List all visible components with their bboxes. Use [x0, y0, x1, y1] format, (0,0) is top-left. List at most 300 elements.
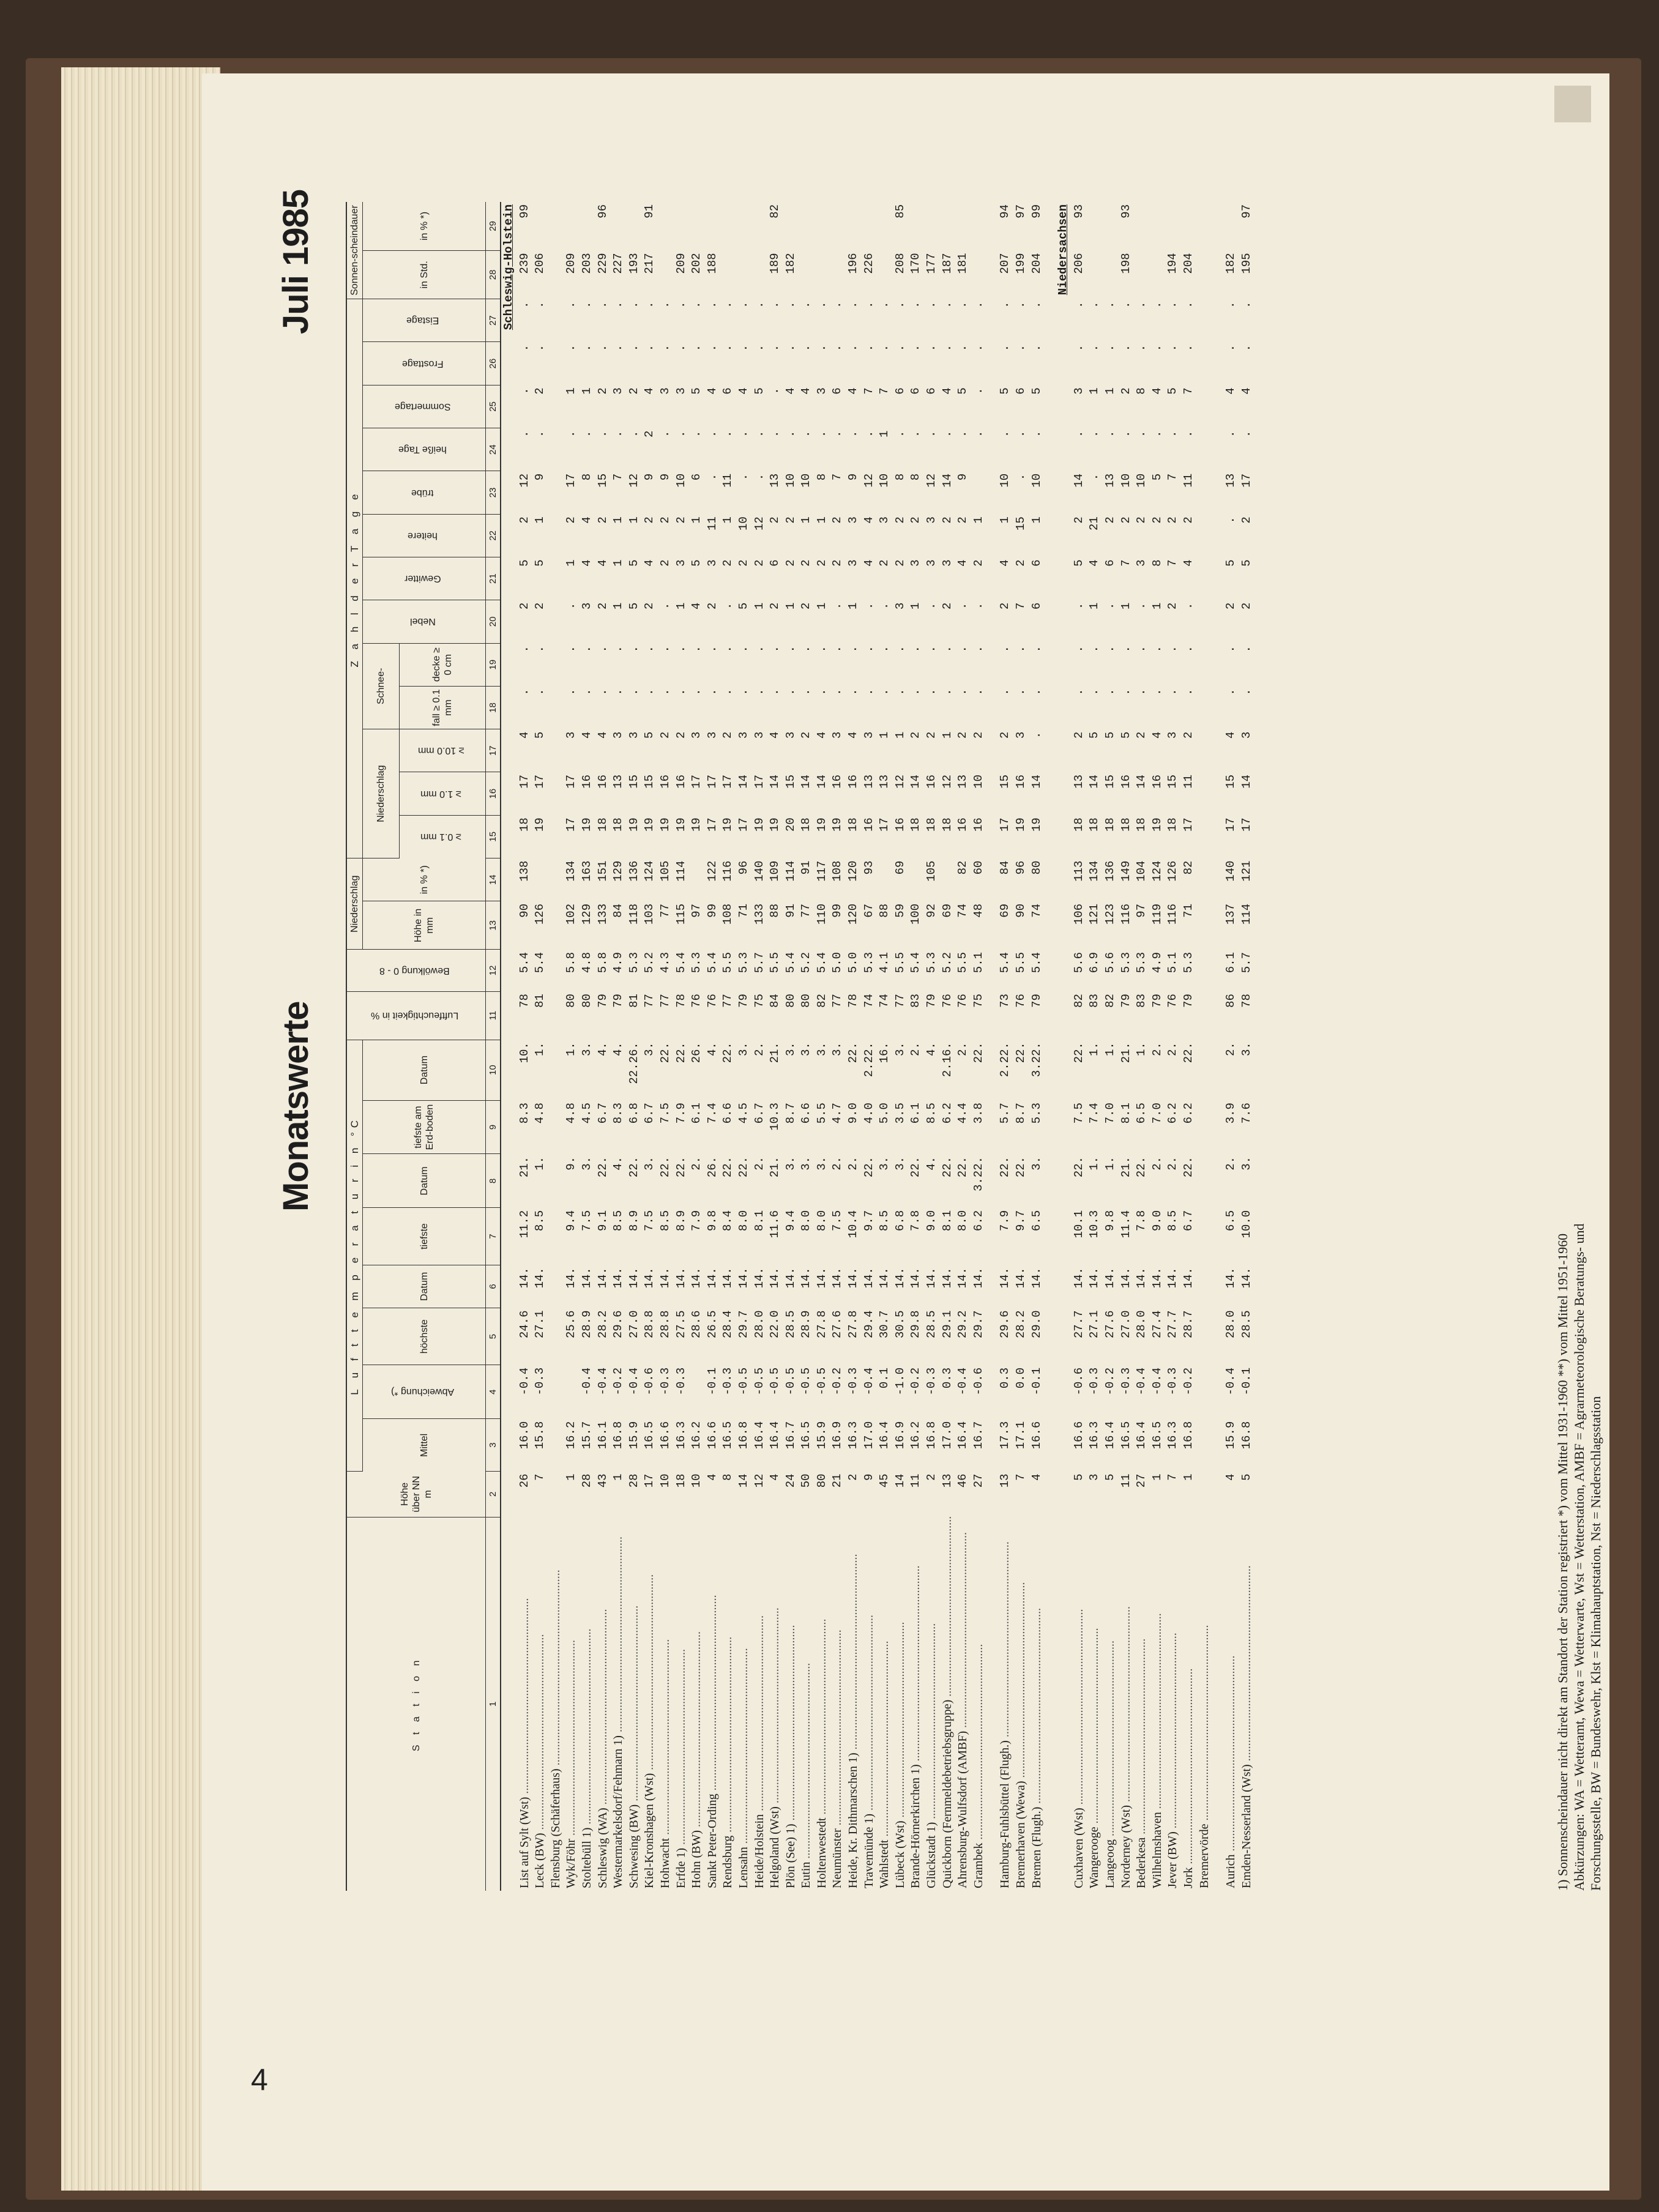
- table-cell: .: [1239, 344, 1253, 352]
- table-cell: [846, 202, 862, 250]
- table-cell: 182: [1224, 253, 1238, 274]
- table-cell: [955, 202, 971, 250]
- table-cell: 16.1: [595, 1421, 610, 1450]
- table-cell: .: [1239, 688, 1253, 696]
- station-name: Lensahn .....: [736, 1517, 752, 1891]
- table-cell: 122: [705, 860, 719, 882]
- table-cell: .: [643, 688, 657, 696]
- table-cell: [548, 202, 564, 250]
- table-cell: 6: [1103, 559, 1117, 567]
- table-cell: 2: [1072, 516, 1086, 524]
- table-row: [799, 202, 815, 1891]
- table-cell: 1.: [533, 1042, 547, 1056]
- table-cell: 16.8: [1181, 1421, 1195, 1450]
- table-cell: .: [658, 602, 672, 610]
- table-cell: .: [971, 344, 985, 352]
- table-cell: .: [752, 646, 766, 653]
- state-heading-row: [501, 202, 517, 1891]
- table-cell: 9.8: [705, 1210, 719, 1232]
- header-heitere: heitere: [363, 514, 486, 557]
- table-cell: 3.22.: [971, 1156, 985, 1191]
- table-cell: 16.4: [1103, 1421, 1117, 1450]
- table-cell: 4: [1224, 731, 1238, 739]
- table-cell: 6.7: [643, 1103, 657, 1124]
- column-number: 12: [486, 950, 501, 991]
- table-cell: 6: [768, 559, 782, 567]
- table-cell: 7.5: [830, 1210, 844, 1232]
- table-cell: 6: [1014, 387, 1027, 395]
- table-cell: 1: [580, 387, 594, 395]
- table-cell: 10.: [517, 1042, 531, 1063]
- table-cell: 4: [815, 731, 829, 739]
- table-cell: [815, 250, 830, 299]
- table-cell: 5.3: [1119, 951, 1133, 974]
- table-cell: 16.: [878, 1042, 892, 1063]
- table-cell: .: [783, 688, 797, 696]
- table-cell: 1: [611, 1473, 625, 1481]
- table-cell: 8.9: [627, 1210, 641, 1232]
- table-row: [595, 202, 611, 1891]
- table-cell: 7: [611, 473, 625, 481]
- table-cell: 14.: [611, 1267, 625, 1289]
- column-number-row: [486, 202, 501, 1891]
- column-number: 19: [486, 643, 501, 686]
- table-cell: 0.0: [1014, 1367, 1027, 1389]
- table-cell: .: [1135, 602, 1149, 610]
- table-cell: .: [658, 301, 672, 308]
- document-title: Monatswerte: [276, 1001, 316, 1212]
- table-cell: 5: [1166, 387, 1180, 395]
- table-cell: 118: [627, 903, 641, 925]
- table-cell: .: [736, 344, 750, 352]
- column-number: 14: [486, 858, 501, 901]
- table-cell: .: [533, 688, 547, 696]
- table-cell: 11: [721, 473, 735, 488]
- table-cell: 28.6: [690, 1310, 704, 1339]
- table-cell: 99: [1029, 204, 1043, 218]
- table-cell: .: [799, 301, 813, 308]
- table-row: [815, 202, 830, 1891]
- table-cell: 16.5: [1150, 1421, 1164, 1450]
- table-cell: 13: [1224, 473, 1238, 488]
- table-cell: 4: [1150, 731, 1164, 739]
- table-cell: 2: [783, 516, 797, 524]
- table-cell: 3: [1087, 1473, 1102, 1481]
- table-cell: 19: [658, 817, 672, 832]
- table-cell: 2: [595, 387, 610, 395]
- table-cell: 6: [721, 387, 735, 395]
- table-cell: 207: [998, 253, 1012, 274]
- table-cell: 2: [643, 430, 657, 438]
- table-cell: .: [998, 646, 1012, 653]
- table-cell: .: [690, 344, 704, 352]
- table-row: [830, 202, 846, 1891]
- table-cell: .: [815, 646, 829, 653]
- table-cell: 8.7: [783, 1103, 797, 1124]
- table-cell: .: [752, 688, 766, 696]
- table-cell: .: [674, 646, 688, 653]
- table-cell: 2: [1119, 516, 1133, 524]
- table-cell: 9: [533, 473, 547, 481]
- header-abweichung: Abweichung *): [363, 1365, 486, 1419]
- table-cell: 8: [909, 473, 923, 481]
- table-cell: 15.8: [533, 1421, 547, 1450]
- table-cell: 5: [1103, 1473, 1117, 1481]
- column-number: 23: [486, 471, 501, 514]
- table-cell: 5.1: [1166, 951, 1180, 974]
- table-cell: [705, 202, 721, 250]
- table-cell: 2: [658, 559, 672, 567]
- table-cell: 2: [627, 387, 641, 395]
- table-cell: 3: [752, 731, 766, 739]
- table-cell: 5.5: [956, 951, 970, 974]
- table-cell: 74: [878, 994, 892, 1008]
- table-cell: 19: [768, 817, 782, 832]
- table-cell: 16.4: [878, 1421, 892, 1450]
- table-cell: .: [815, 344, 829, 352]
- table-cell: 79: [925, 994, 939, 1008]
- table-cell: 90: [517, 903, 531, 918]
- table-cell: .: [627, 301, 641, 308]
- table-cell: 2: [909, 731, 923, 739]
- table-row: [1134, 202, 1150, 1891]
- table-cell: 27.7: [1072, 1310, 1086, 1339]
- table-cell: .: [1119, 688, 1133, 696]
- table-cell: 15: [783, 774, 797, 789]
- table-cell: .: [736, 646, 750, 653]
- table-cell: [1197, 686, 1213, 729]
- table-cell: .: [580, 344, 594, 352]
- table-cell: 99: [705, 903, 719, 918]
- table-cell: 4.3: [658, 951, 672, 974]
- table-cell: .: [925, 602, 939, 610]
- table-cell: 2: [1239, 602, 1253, 610]
- table-cell: 15: [1103, 774, 1117, 789]
- table-cell: 18: [940, 817, 954, 832]
- table-cell: 8.3: [517, 1103, 531, 1124]
- table-cell: .: [611, 430, 625, 438]
- table-cell: .: [564, 301, 578, 308]
- table-cell: 114: [1239, 903, 1253, 925]
- table-cell: 5.5: [1014, 951, 1027, 974]
- table-cell: 2: [799, 602, 813, 610]
- table-cell: -0.3: [1166, 1367, 1180, 1396]
- table-cell: [1197, 1208, 1213, 1265]
- table-cell: 22.: [674, 1042, 688, 1063]
- table-cell: 0.3: [998, 1367, 1012, 1389]
- table-cell: .: [830, 646, 844, 653]
- table-cell: .: [1087, 646, 1102, 653]
- table-cell: 12: [862, 473, 876, 488]
- table-cell: 3: [783, 731, 797, 739]
- table-cell: 9.4: [783, 1210, 797, 1232]
- table-cell: 6: [893, 387, 907, 395]
- table-cell: .: [878, 344, 892, 352]
- table-cell: 5.2: [940, 951, 954, 974]
- table-cell: 22.: [909, 1156, 923, 1178]
- table-cell: 2: [799, 559, 813, 567]
- table-row: [674, 202, 690, 1891]
- table-cell: 16: [862, 817, 876, 832]
- table-cell: 124: [1150, 860, 1164, 882]
- table-cell: [548, 342, 564, 385]
- table-cell: .: [925, 430, 939, 438]
- table-cell: 27.6: [1103, 1310, 1117, 1339]
- table-cell: 2: [799, 731, 813, 739]
- station-name: Rendsburg .....: [720, 1517, 736, 1891]
- table-cell: 10.0: [1239, 1210, 1253, 1238]
- table-cell: 21.: [1119, 1042, 1133, 1063]
- header-ns-tage: Niederschlag: [363, 729, 400, 858]
- table-cell: 5.3: [1135, 951, 1149, 974]
- table-cell: 1: [1103, 387, 1117, 395]
- table-cell: 17.0: [862, 1421, 876, 1450]
- table-cell: 91: [783, 903, 797, 918]
- table-cell: 22.: [1181, 1156, 1195, 1178]
- station-name: Westermarkelsdorf/Fehmarn 1) .....: [611, 1517, 627, 1891]
- table-cell: .: [830, 344, 844, 352]
- table-cell: 16.7: [971, 1421, 985, 1450]
- table-cell: 14.: [674, 1267, 688, 1289]
- table-cell: 18: [1072, 817, 1086, 832]
- table-cell: 17: [1239, 817, 1253, 832]
- table-cell: 1: [893, 731, 907, 739]
- table-cell: 8: [580, 473, 594, 481]
- table-cell: 3: [674, 559, 688, 567]
- table-cell: 15.9: [1224, 1421, 1238, 1450]
- table-cell: 8.1: [940, 1210, 954, 1232]
- table-cell: .: [783, 301, 797, 308]
- table-cell: -0.5: [736, 1367, 750, 1396]
- table-cell: 77: [643, 994, 657, 1008]
- table-cell: 14.: [564, 1267, 578, 1289]
- table-cell: 3: [1166, 731, 1180, 739]
- table-cell: 80: [1029, 860, 1043, 875]
- table-cell: 7: [533, 1473, 547, 1481]
- table-cell: 28.9: [580, 1310, 594, 1339]
- table-cell: 1: [611, 559, 625, 567]
- table-cell: 5: [956, 387, 970, 395]
- table-cell: 14.: [1119, 1267, 1133, 1289]
- table-cell: 16.3: [846, 1421, 860, 1450]
- table-cell: 4: [846, 731, 860, 739]
- table-cell: .: [878, 688, 892, 696]
- table-cell: .: [705, 430, 719, 438]
- table-cell: 6.5: [1135, 1103, 1149, 1124]
- table-cell: 14: [909, 774, 923, 789]
- table-row: [877, 202, 893, 1891]
- table-cell: 3: [658, 387, 672, 395]
- table-cell: 7: [1166, 559, 1180, 567]
- table-cell: 1.: [564, 1042, 578, 1056]
- table-cell: [908, 202, 924, 250]
- table-cell: .: [971, 301, 985, 308]
- table-cell: 133: [752, 903, 766, 925]
- table-cell: [548, 772, 564, 815]
- table-cell: [752, 202, 768, 250]
- table-cell: .: [595, 301, 610, 308]
- table-cell: .: [1239, 430, 1253, 438]
- table-cell: 28.9: [799, 1310, 813, 1339]
- table-cell: .: [705, 344, 719, 352]
- table-cell: 99: [830, 903, 844, 918]
- table-cell: 14.: [830, 1267, 844, 1289]
- table-cell: 2: [658, 516, 672, 524]
- table-cell: 17: [705, 774, 719, 789]
- table-cell: 5.3: [736, 951, 750, 974]
- table-cell: 77: [799, 903, 813, 918]
- table-cell: 3.: [580, 1042, 594, 1056]
- table-cell: 5.4: [783, 951, 797, 974]
- table-cell: [1197, 250, 1213, 299]
- table-cell: 4: [517, 731, 531, 739]
- table-cell: 195: [1239, 253, 1253, 274]
- table-cell: .: [736, 430, 750, 438]
- table-cell: .: [971, 602, 985, 610]
- table-cell: 14.: [736, 1267, 750, 1289]
- table-cell: 3.: [799, 1042, 813, 1056]
- table-cell: 22.: [658, 1156, 672, 1178]
- station-name: Schleswig (WA) .....: [595, 1517, 611, 1891]
- table-cell: .: [799, 646, 813, 653]
- table-cell: 11.4: [1119, 1210, 1133, 1238]
- table-cell: 3: [611, 731, 625, 739]
- table-cell: [548, 250, 564, 299]
- table-cell: 1: [721, 516, 735, 524]
- table-row: [846, 202, 862, 1891]
- table-cell: 28.0: [752, 1310, 766, 1339]
- table-cell: 19: [674, 817, 688, 832]
- table-cell: 16.4: [956, 1421, 970, 1450]
- table-cell: 83: [909, 994, 923, 1008]
- header-sonne: Sonnen-scheindauer: [346, 202, 363, 299]
- table-cell: .: [580, 430, 594, 438]
- table-cell: 22.: [658, 1042, 672, 1063]
- header-tiefste: tiefste: [363, 1208, 486, 1265]
- table-cell: 88: [878, 903, 892, 918]
- table-cell: 2: [1072, 731, 1086, 739]
- table-cell: -0.1: [1029, 1367, 1043, 1396]
- table-cell: 120: [846, 860, 860, 882]
- table-row: [1239, 202, 1255, 1891]
- table-cell: 114: [783, 860, 797, 882]
- table-cell: 14.: [1239, 1267, 1253, 1289]
- table-cell: 116: [721, 860, 735, 882]
- table-cell: 74: [1029, 903, 1043, 918]
- table-cell: 17: [1181, 817, 1195, 832]
- table-cell: [532, 202, 548, 250]
- table-cell: 16.7: [783, 1421, 797, 1450]
- table-cell: 2: [564, 516, 578, 524]
- table-cell: -0.2: [611, 1367, 625, 1396]
- table-cell: 69: [940, 903, 954, 918]
- table-cell: .: [998, 430, 1012, 438]
- table-cell: .: [893, 301, 907, 308]
- table-cell: 8.5: [1166, 1210, 1180, 1232]
- document-month: Juli 1985: [276, 190, 316, 335]
- table-cell: -0.4: [862, 1367, 876, 1396]
- footnote-line: Abkürzungen: WA = Wetteramt, Wewa = Wetterwarte, Wst = Wetterstation, AMBF = Agrarmeteorologische Beratungs- und: [1571, 1223, 1587, 1891]
- table-cell: 22.: [1072, 1156, 1086, 1178]
- table-cell: 15.9: [627, 1421, 641, 1450]
- column-number: 15: [486, 815, 501, 858]
- table-cell: 3: [705, 559, 719, 567]
- table-cell: 82: [768, 204, 782, 218]
- table-cell: 2.: [690, 1156, 704, 1171]
- table-cell: 14.: [768, 1267, 782, 1289]
- table-cell: 28.0: [1135, 1310, 1149, 1339]
- table-cell: .: [1224, 646, 1238, 653]
- table-cell: 4: [940, 387, 954, 395]
- table-cell: 2.22.: [998, 1042, 1012, 1078]
- table-cell: 10: [799, 473, 813, 488]
- table-cell: 6.7: [752, 1103, 766, 1124]
- table-cell: 17: [721, 774, 735, 789]
- table-cell: 88: [768, 903, 782, 918]
- table-cell: 2: [998, 602, 1012, 610]
- table-cell: 2: [830, 559, 844, 567]
- table-cell: 16.8: [925, 1421, 939, 1450]
- table-cell: 4: [1224, 387, 1238, 395]
- table-cell: .: [690, 430, 704, 438]
- table-cell: 202: [690, 253, 704, 274]
- station-name: Flensburg (Schäferhaus) .....: [548, 1517, 564, 1891]
- table-cell: -0.3: [721, 1367, 735, 1396]
- table-cell: 22.: [956, 1156, 970, 1178]
- table-cell: 3: [611, 387, 625, 395]
- table-cell: 2: [721, 731, 735, 739]
- table-cell: 14: [1072, 473, 1086, 488]
- table-cell: [1197, 950, 1213, 991]
- table-cell: 9: [643, 473, 657, 481]
- table-cell: 14.: [1135, 1267, 1149, 1289]
- table-cell: [940, 858, 956, 901]
- table-cell: 10: [878, 473, 892, 488]
- table-cell: 18: [1135, 817, 1149, 832]
- table-cell: 9.0: [846, 1103, 860, 1124]
- table-cell: 3: [925, 516, 939, 524]
- table-cell: 129: [580, 903, 594, 925]
- table-cell: 9.0: [1150, 1210, 1164, 1232]
- station-name: Wangerooge .....: [1087, 1517, 1103, 1891]
- table-cell: 5.3: [1181, 951, 1195, 974]
- table-cell: 1.: [1135, 1042, 1149, 1056]
- table-cell: 10.4: [846, 1210, 860, 1238]
- spacer-cell: [1212, 202, 1223, 1891]
- table-cell: 29.1: [940, 1310, 954, 1339]
- table-cell: [548, 299, 564, 342]
- table-cell: 1.: [1103, 1156, 1117, 1171]
- table-cell: 22.: [595, 1156, 610, 1178]
- table-cell: 208: [893, 253, 907, 274]
- table-cell: 2: [783, 559, 797, 567]
- table-cell: 14.: [940, 1267, 954, 1289]
- table-cell: 17: [752, 774, 766, 789]
- table-cell: 73: [998, 994, 1012, 1008]
- table-cell: 209: [674, 253, 688, 274]
- table-cell: 14.: [783, 1267, 797, 1289]
- table-cell: 134: [564, 860, 578, 882]
- table-cell: 4.: [925, 1042, 939, 1056]
- table-cell: 4.5: [736, 1103, 750, 1124]
- table-cell: 16.2: [909, 1421, 923, 1450]
- table-cell: 21.: [517, 1156, 531, 1178]
- table-cell: .: [815, 301, 829, 308]
- table-cell: 3: [830, 731, 844, 739]
- table-cell: 14: [1029, 774, 1043, 789]
- table-cell: 3.: [799, 1156, 813, 1171]
- table-cell: 16: [893, 817, 907, 832]
